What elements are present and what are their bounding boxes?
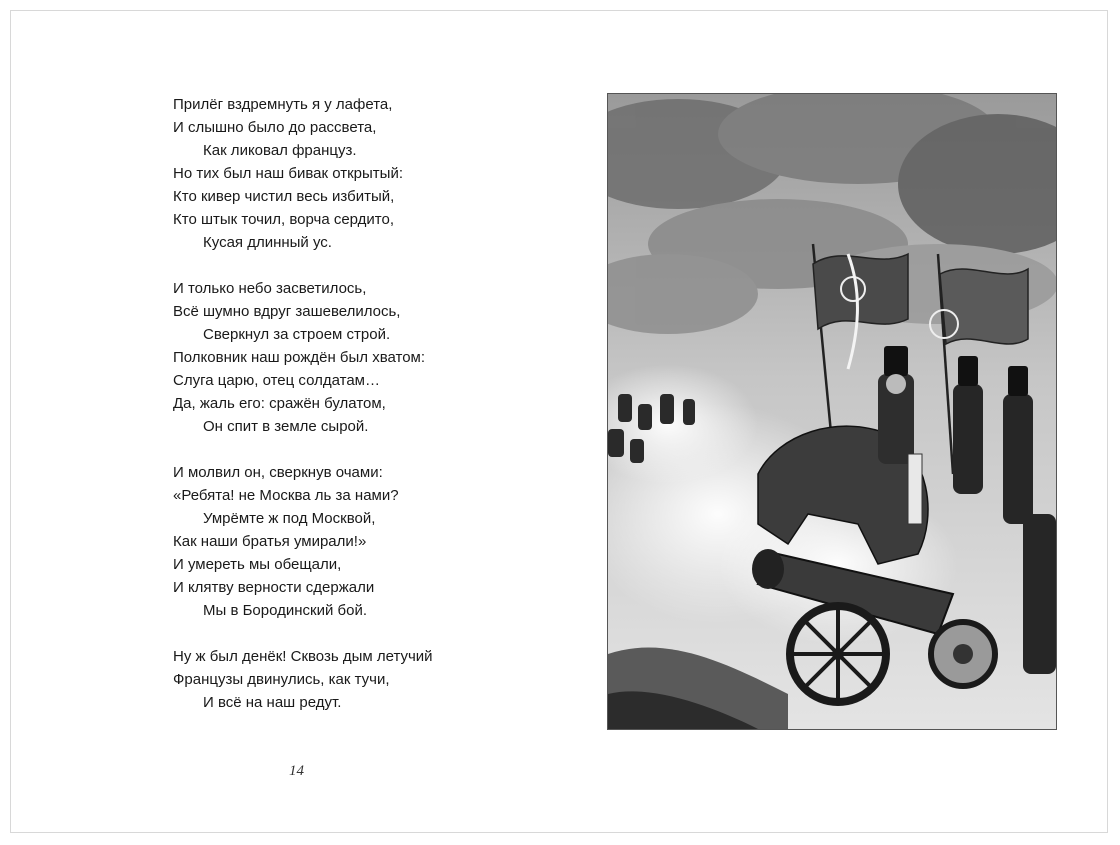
poem-line: Всё шумно вдруг зашевелилось, (173, 303, 401, 320)
poem-line: Он спит в земле сырой. (203, 418, 369, 435)
poem-line: Ну ж был денёк! Сквозь дым летучий (173, 648, 433, 665)
battle-illustration (607, 93, 1057, 730)
poem-line: Прилёг вздремнуть я у лафета, (173, 96, 393, 113)
poem-line: Кусая длинный ус. (203, 234, 332, 251)
poem-line: Да, жаль его: сражён булатом, (173, 395, 386, 412)
poem-line: Умрёмте ж под Москвой, (203, 510, 376, 527)
stanza-1 (173, 93, 573, 254)
book-spread (10, 10, 1108, 833)
poem-line: И молвил он, сверкнув очами: (173, 464, 383, 481)
poem-line: Французы двинулись, как тучи, (173, 671, 390, 688)
poem-line: И всё на наш редут. (203, 694, 342, 711)
poem-line: Сверкнул за строем строй. (203, 326, 391, 343)
poem-line: «Ребята! не Москва ль за нами? (173, 487, 399, 504)
stanza-2 (173, 277, 573, 438)
poem-line: И только небо засветилось, (173, 280, 367, 297)
poem-line: Кто штык точил, ворча сердито, (173, 211, 395, 228)
poem-line: Слуга царю, отец солдатам… (173, 372, 380, 389)
poem-text (173, 93, 573, 737)
battle-scene-image (608, 94, 1056, 729)
poem-line: Как ликовал француз. (203, 142, 357, 159)
stanza-4 (173, 645, 573, 714)
poem-line: Кто кивер чистил весь избитый, (173, 188, 395, 205)
poem-line: Мы в Бородинский бой. (203, 602, 368, 619)
page-number: 14 (289, 763, 304, 779)
poem-line: Как наши братья умирали!» (173, 533, 367, 550)
poem-line: И умереть мы обещали, (173, 556, 342, 573)
poem-line: Но тих был наш бивак открытый: (173, 165, 403, 182)
poem-line: И клятву верности сдержали (173, 579, 375, 596)
poem-line: И слышно было до рассвета, (173, 119, 377, 136)
poem-line: Полковник наш рождён был хватом: (173, 349, 426, 366)
stanza-3 (173, 461, 573, 622)
